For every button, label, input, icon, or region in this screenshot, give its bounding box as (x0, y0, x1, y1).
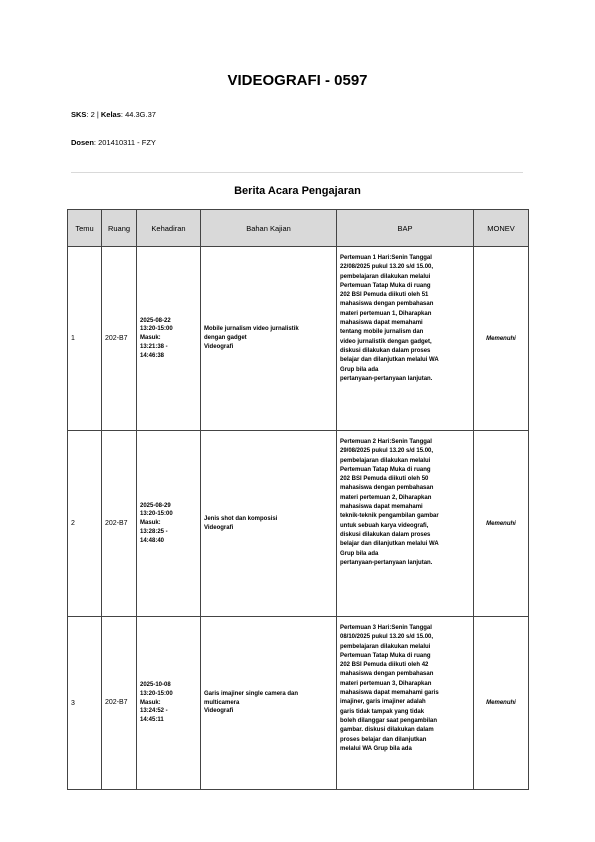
cell-bap-line: melalui WA Grup bila ada (340, 745, 412, 752)
cell-kehadiran-line: Masuk: (140, 699, 161, 706)
cell-bap-line: pembelajaran dilakukan melalui (340, 457, 431, 464)
cell-bap-line: mahasiswa dengan pembahasan (340, 485, 434, 492)
cell-kehadiran-line: 13:24:52 - (140, 708, 168, 715)
cell-kehadiran-line: 2025-08-22 (140, 317, 171, 324)
cell-kehadiran (137, 431, 201, 617)
cell-ruang: 202-B7 (102, 617, 137, 790)
course-meta (71, 110, 156, 119)
cell-bap-line: mahasiswa dengan pembahasan (340, 301, 434, 308)
cell-kehadiran-line: 13:21:38 - (140, 343, 168, 350)
cell-kehadiran (137, 247, 201, 431)
cell-kehadiran-line: 2025-10-08 (140, 682, 171, 689)
cell-bap-line: materi pertemuan 3, Diharapkan (340, 680, 432, 687)
cell-bap-line: pertanyaan-pertanyaan lanjutan. (340, 375, 433, 382)
cell-kehadiran-line: 14:46:38 (140, 352, 165, 359)
cell-bap-line: Pertemuan 3 Hari:Senin Tanggal (340, 625, 432, 631)
cell-monev: Memenuhi (474, 247, 529, 431)
cell-bap-line: gambar. diskusi dilakukan dalam (340, 727, 434, 734)
cell-bap-line: proses belajar dan dilanjutkan (340, 736, 427, 743)
sks-label: SKS (71, 110, 87, 119)
cell-kehadiran-line: 13:20-15:00 (140, 511, 173, 518)
cell-bap-line: boleh dilanggar saat pengambilan (340, 717, 438, 724)
cell-kehadiran (137, 617, 201, 790)
cell-bahan-kajian-line: Videografi (204, 343, 234, 350)
cell-kehadiran-line: 13:20-15:00 (140, 326, 173, 333)
kelas-value: : 44.3G.37 (120, 110, 156, 119)
cell-bap-line: Grup bila ada (340, 366, 379, 373)
cell-monev: Memenuhi (474, 617, 529, 790)
cell-bap-line: mahasiswa dapat memahami (340, 504, 423, 511)
table-header-row (68, 210, 529, 247)
cell-bap-line: 29/08/2025 pukul 13.20 s/d 15.00, (340, 448, 434, 455)
cell-bap-line: 22/08/2025 pukul 13.20 s/d 15.00, (340, 264, 434, 271)
kelas-label: Kelas (100, 110, 121, 119)
cell-kehadiran-line: 13:28:25 - (140, 528, 168, 535)
cell-bap-line: pembelajaran dilakukan melalui (340, 273, 431, 280)
sks-value: : 2 | (86, 110, 101, 119)
dosen-label: Dosen (71, 138, 94, 147)
cell-bap-line: Pertemuan Tatap Muka di ruang (340, 652, 431, 659)
cell-bahan-kajian-line: Mobile jurnalism video jurnalistik (204, 326, 299, 333)
cell-kehadiran-line: Masuk: (140, 335, 161, 342)
cell-bap-line: diskusi dilakukan dalam proses (340, 531, 431, 538)
cell-bap-line: Grup bila ada (340, 550, 379, 557)
cell-monev: Memenuhi (474, 431, 529, 617)
cell-bap-line: pembelajaran dilakukan melalui (340, 643, 431, 650)
cell-bahan-kajian (201, 431, 337, 617)
cell-bap-line: belajar dan dilanjutkan melalui WA (340, 541, 439, 548)
cell-bap-line: mahasiswa dapat memahami (340, 320, 423, 327)
column-header-bap: BAP (337, 210, 474, 247)
column-header-monev: MONEV (474, 210, 529, 247)
cell-temu: 1 (68, 247, 102, 431)
cell-bap (337, 247, 474, 431)
cell-bap-line: Pertemuan 2 Hari:Senin Tanggal (340, 439, 432, 445)
cell-kehadiran-line: Masuk: (140, 520, 161, 527)
cell-bahan-kajian-line: Garis imajiner single camera dan (204, 690, 299, 697)
divider (71, 172, 523, 173)
table-row (68, 617, 529, 790)
cell-bap-line: Pertemuan Tatap Muka di ruang (340, 282, 431, 289)
cell-bap-line: video jurnalistik dengan gadget, (340, 338, 432, 345)
cell-bap-line: garis tidak tampak yang tidak (340, 708, 425, 715)
column-header-kehadiran: Kehadiran (137, 210, 201, 247)
cell-bap-line: mahasiswa dapat memahami garis (340, 690, 439, 697)
cell-bap-line: 202 BSI Pemuda diikuti oleh 50 (340, 476, 429, 483)
cell-bahan-kajian-line: dengan gadget (204, 335, 247, 342)
cell-bahan-kajian-line: Jenis shot dan komposisi (204, 515, 278, 522)
cell-bahan-kajian (201, 617, 337, 790)
cell-bap-line: mahasiswa dengan pembahasan (340, 671, 434, 678)
column-header-temu: Temu (68, 210, 102, 247)
table-row (68, 247, 529, 431)
cell-bap-line: untuk sebuah karya videografi, (340, 522, 429, 529)
cell-bap-line: teknik-teknik pengambilan gambar (340, 513, 439, 520)
cell-bap-line: materi pertemuan 2, Diharapkan (340, 494, 432, 501)
cell-bap-line: diskusi dilakukan dalam proses (340, 347, 431, 354)
cell-bahan-kajian-line: Videografi (204, 708, 234, 715)
cell-bap-line: belajar dan dilanjutkan melalui WA (340, 357, 439, 364)
course-title: VIDEOGRAFI - 0597 (227, 72, 368, 89)
cell-kehadiran-line: 2025-08-29 (140, 502, 171, 509)
cell-bap-line: 202 BSI Pemuda diikuti oleh 42 (340, 662, 429, 669)
dosen-value: : 201410311 - FZY (93, 138, 156, 147)
cell-bap-line: pertanyaan-pertanyaan lanjutan. (340, 559, 433, 566)
section-title: Berita Acara Pengajaran (234, 185, 361, 197)
cell-bap-line: 202 BSI Pemuda diikuti oleh 51 (340, 292, 429, 299)
lecturer-meta (71, 138, 156, 147)
cell-bahan-kajian-line: multicamera (204, 699, 240, 706)
cell-bahan-kajian-line: Videografi (204, 524, 234, 531)
cell-temu: 3 (68, 617, 102, 790)
table-row (68, 431, 529, 617)
cell-bap-line: 08/10/2025 pukul 13.20 s/d 15.00, (340, 634, 434, 641)
cell-temu: 2 (68, 431, 102, 617)
cell-bap-line: Pertemuan Tatap Muka di ruang (340, 466, 431, 473)
cell-ruang: 202-B7 (102, 247, 137, 431)
cell-bahan-kajian (201, 247, 337, 431)
cell-kehadiran-line: 14:45:11 (140, 717, 164, 724)
column-header-bahan-kajian: Bahan Kajian (201, 210, 337, 247)
cell-bap-line: materi pertemuan 1, Diharapkan (340, 310, 432, 317)
cell-ruang: 202-B7 (102, 431, 137, 617)
column-header-ruang: Ruang (102, 210, 137, 247)
cell-bap-line: tentang mobile jurnalism dan (340, 329, 424, 336)
teaching-log-table (67, 209, 529, 790)
cell-bap-line: imajiner, garis imajiner adalah (340, 699, 426, 706)
cell-kehadiran-line: 13:20-15:00 (140, 690, 173, 697)
cell-bap-line: Pertemuan 1 Hari:Senin Tanggal (340, 255, 432, 261)
cell-kehadiran-line: 14:48:40 (140, 537, 165, 544)
cell-bap (337, 617, 474, 790)
cell-bap (337, 431, 474, 617)
